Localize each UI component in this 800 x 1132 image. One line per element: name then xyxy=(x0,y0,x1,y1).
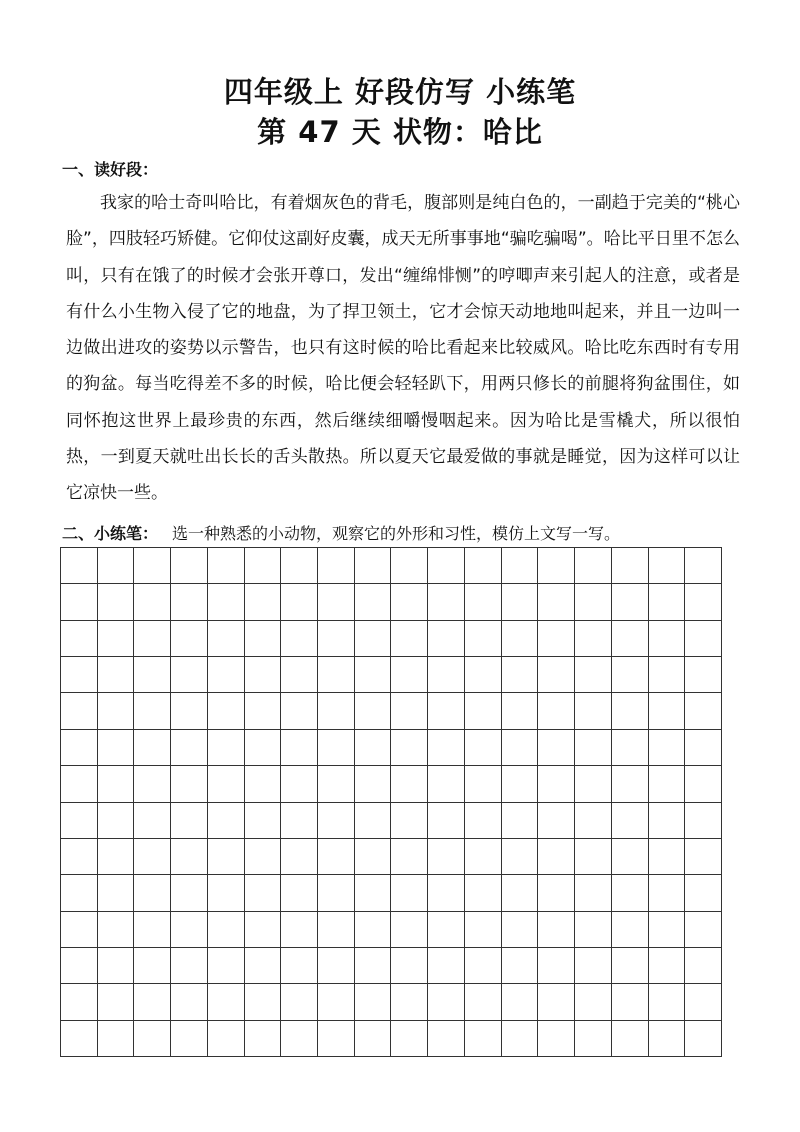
grid-cell[interactable] xyxy=(61,621,98,657)
grid-cell[interactable] xyxy=(134,839,171,875)
grid-cell[interactable] xyxy=(612,584,649,620)
grid-cell[interactable] xyxy=(575,803,612,839)
grid-cell[interactable] xyxy=(428,912,465,948)
grid-cell[interactable] xyxy=(428,803,465,839)
grid-cell[interactable] xyxy=(612,839,649,875)
grid-cell[interactable] xyxy=(575,693,612,729)
grid-cell[interactable] xyxy=(428,1021,465,1057)
grid-cell[interactable] xyxy=(318,657,355,693)
grid-cell[interactable] xyxy=(171,730,208,766)
grid-cell[interactable] xyxy=(502,657,539,693)
grid-cell[interactable] xyxy=(61,875,98,911)
grid-cell[interactable] xyxy=(612,693,649,729)
grid-cell[interactable] xyxy=(245,912,282,948)
grid-cell[interactable] xyxy=(685,657,722,693)
grid-cell[interactable] xyxy=(465,657,502,693)
grid-cell[interactable] xyxy=(98,839,135,875)
grid-cell[interactable] xyxy=(61,730,98,766)
grid-cell[interactable] xyxy=(649,621,686,657)
grid-cell[interactable] xyxy=(245,875,282,911)
grid-cell[interactable] xyxy=(649,657,686,693)
grid-cell[interactable] xyxy=(612,803,649,839)
grid-cell[interactable] xyxy=(502,548,539,584)
grid-cell[interactable] xyxy=(465,730,502,766)
grid-cell[interactable] xyxy=(465,839,502,875)
grid-cell[interactable] xyxy=(171,548,208,584)
grid-cell[interactable] xyxy=(465,548,502,584)
grid-cell[interactable] xyxy=(502,693,539,729)
grid-cell[interactable] xyxy=(391,984,428,1020)
grid-cell[interactable] xyxy=(208,912,245,948)
grid-cell[interactable] xyxy=(685,948,722,984)
grid-cell[interactable] xyxy=(612,875,649,911)
grid-cell[interactable] xyxy=(134,766,171,802)
grid-cell[interactable] xyxy=(538,657,575,693)
grid-cell[interactable] xyxy=(171,766,208,802)
grid-cell[interactable] xyxy=(98,584,135,620)
page-title: 四年级上 好段仿写 小练笔 xyxy=(223,75,577,109)
grid-cell[interactable] xyxy=(208,948,245,984)
grid-cell[interactable] xyxy=(428,766,465,802)
grid-cell[interactable] xyxy=(281,584,318,620)
grid-cell[interactable] xyxy=(245,1021,282,1057)
grid-cell[interactable] xyxy=(355,912,392,948)
grid-cell[interactable] xyxy=(98,766,135,802)
grid-cell[interactable] xyxy=(281,548,318,584)
grid-cell[interactable] xyxy=(538,912,575,948)
grid-cell[interactable] xyxy=(649,730,686,766)
grid-cell[interactable] xyxy=(171,984,208,1020)
grid-cell[interactable] xyxy=(208,875,245,911)
grid-cell[interactable] xyxy=(685,621,722,657)
grid-cell[interactable] xyxy=(685,984,722,1020)
grid-cell[interactable] xyxy=(355,984,392,1020)
grid-cell[interactable] xyxy=(171,875,208,911)
grid-cell[interactable] xyxy=(685,730,722,766)
grid-cell[interactable] xyxy=(502,948,539,984)
grid-cell[interactable] xyxy=(281,730,318,766)
grid-cell[interactable] xyxy=(318,803,355,839)
grid-cell[interactable] xyxy=(98,1021,135,1057)
grid-cell[interactable] xyxy=(61,693,98,729)
grid-cell[interactable] xyxy=(428,584,465,620)
writing-prompt: 选一种熟悉的小动物，观察它的外形和习性，模仿上文写一写。 xyxy=(172,524,621,543)
grid-cell[interactable] xyxy=(318,948,355,984)
grid-cell[interactable] xyxy=(134,693,171,729)
grid-cell[interactable] xyxy=(98,912,135,948)
grid-cell[interactable] xyxy=(465,621,502,657)
grid-cell[interactable] xyxy=(465,693,502,729)
grid-cell[interactable] xyxy=(391,839,428,875)
grid-cell[interactable] xyxy=(538,584,575,620)
grid-cell[interactable] xyxy=(245,948,282,984)
grid-cell[interactable] xyxy=(245,621,282,657)
grid-cell[interactable] xyxy=(98,657,135,693)
section-read-heading: 一、读好段： xyxy=(62,160,159,179)
grid-cell[interactable] xyxy=(612,548,649,584)
grid-cell[interactable] xyxy=(575,912,612,948)
grid-cell[interactable] xyxy=(649,912,686,948)
grid-cell[interactable] xyxy=(318,984,355,1020)
grid-cell[interactable] xyxy=(612,766,649,802)
grid-cell[interactable] xyxy=(649,875,686,911)
grid-cell[interactable] xyxy=(391,875,428,911)
grid-cell[interactable] xyxy=(281,693,318,729)
grid-cell[interactable] xyxy=(538,548,575,584)
grid-cell[interactable] xyxy=(465,584,502,620)
grid-cell[interactable] xyxy=(649,548,686,584)
grid-cell[interactable] xyxy=(465,1021,502,1057)
grid-cell[interactable] xyxy=(502,730,539,766)
grid-cell[interactable] xyxy=(538,1021,575,1057)
grid-cell[interactable] xyxy=(98,621,135,657)
grid-cell[interactable] xyxy=(538,621,575,657)
grid-cell[interactable] xyxy=(171,693,208,729)
grid-cell[interactable] xyxy=(134,984,171,1020)
writing-grid[interactable] xyxy=(60,547,722,1057)
grid-cell[interactable] xyxy=(134,657,171,693)
grid-cell[interactable] xyxy=(208,766,245,802)
grid-cell[interactable] xyxy=(502,584,539,620)
page-subtitle: 第 47 天 状物：哈比 xyxy=(257,115,543,149)
grid-cell[interactable] xyxy=(318,548,355,584)
grid-cell[interactable] xyxy=(355,693,392,729)
grid-cell[interactable] xyxy=(391,693,428,729)
grid-cell[interactable] xyxy=(391,621,428,657)
grid-cell[interactable] xyxy=(649,839,686,875)
grid-cell[interactable] xyxy=(612,730,649,766)
grid-cell[interactable] xyxy=(281,621,318,657)
grid-cell[interactable] xyxy=(355,839,392,875)
grid-cell[interactable] xyxy=(281,875,318,911)
grid-cell[interactable] xyxy=(538,839,575,875)
grid-cell[interactable] xyxy=(208,1021,245,1057)
grid-cell[interactable] xyxy=(208,548,245,584)
grid-cell[interactable] xyxy=(245,730,282,766)
grid-cell[interactable] xyxy=(575,948,612,984)
grid-cell[interactable] xyxy=(281,948,318,984)
grid-cell[interactable] xyxy=(245,984,282,1020)
grid-cell[interactable] xyxy=(649,803,686,839)
grid-cell[interactable] xyxy=(428,875,465,911)
grid-cell[interactable] xyxy=(538,875,575,911)
grid-cell[interactable] xyxy=(281,912,318,948)
grid-cell[interactable] xyxy=(685,803,722,839)
reading-passage xyxy=(66,185,740,512)
grid-cell[interactable] xyxy=(355,803,392,839)
grid-cell[interactable] xyxy=(98,984,135,1020)
grid-cell[interactable] xyxy=(281,803,318,839)
grid-cell[interactable] xyxy=(171,803,208,839)
grid-cell[interactable] xyxy=(134,875,171,911)
grid-cell[interactable] xyxy=(61,657,98,693)
grid-cell[interactable] xyxy=(612,621,649,657)
grid-cell[interactable] xyxy=(245,584,282,620)
grid-cell[interactable] xyxy=(391,730,428,766)
grid-cell[interactable] xyxy=(391,948,428,984)
grid-cell[interactable] xyxy=(391,584,428,620)
grid-cell[interactable] xyxy=(465,984,502,1020)
grid-cell[interactable] xyxy=(61,803,98,839)
grid-cell[interactable] xyxy=(649,1021,686,1057)
grid-cell[interactable] xyxy=(281,839,318,875)
grid-cell[interactable] xyxy=(318,766,355,802)
grid-cell[interactable] xyxy=(612,948,649,984)
grid-cell[interactable] xyxy=(208,839,245,875)
grid-cell[interactable] xyxy=(391,657,428,693)
grid-cell[interactable] xyxy=(134,803,171,839)
grid-cell[interactable] xyxy=(391,1021,428,1057)
grid-cell[interactable] xyxy=(281,766,318,802)
grid-cell[interactable] xyxy=(575,584,612,620)
grid-cell[interactable] xyxy=(134,621,171,657)
grid-cell[interactable] xyxy=(318,875,355,911)
grid-cell[interactable] xyxy=(538,730,575,766)
grid-cell[interactable] xyxy=(649,766,686,802)
grid-cell[interactable] xyxy=(465,875,502,911)
grid-cell[interactable] xyxy=(391,912,428,948)
grid-cell[interactable] xyxy=(134,548,171,584)
grid-cell[interactable] xyxy=(245,657,282,693)
grid-cell[interactable] xyxy=(649,584,686,620)
grid-cell[interactable] xyxy=(575,839,612,875)
grid-cell[interactable] xyxy=(61,912,98,948)
grid-cell[interactable] xyxy=(538,693,575,729)
grid-cell[interactable] xyxy=(685,839,722,875)
grid-cell[interactable] xyxy=(502,766,539,802)
grid-cell[interactable] xyxy=(428,839,465,875)
grid-cell[interactable] xyxy=(281,1021,318,1057)
grid-cell[interactable] xyxy=(612,912,649,948)
grid-cell[interactable] xyxy=(502,803,539,839)
grid-cell[interactable] xyxy=(538,766,575,802)
grid-cell[interactable] xyxy=(538,984,575,1020)
grid-cell[interactable] xyxy=(612,984,649,1020)
grid-cell[interactable] xyxy=(208,730,245,766)
grid-cell[interactable] xyxy=(428,657,465,693)
grid-cell[interactable] xyxy=(502,1021,539,1057)
grid-cell[interactable] xyxy=(98,875,135,911)
grid-cell[interactable] xyxy=(61,839,98,875)
grid-cell[interactable] xyxy=(391,548,428,584)
grid-cell[interactable] xyxy=(465,803,502,839)
grid-cell[interactable] xyxy=(465,912,502,948)
grid-cell[interactable] xyxy=(318,839,355,875)
grid-cell[interactable] xyxy=(171,948,208,984)
grid-cell[interactable] xyxy=(281,984,318,1020)
grid-cell[interactable] xyxy=(575,875,612,911)
grid-cell[interactable] xyxy=(428,693,465,729)
grid-cell[interactable] xyxy=(685,875,722,911)
grid-cell[interactable] xyxy=(502,839,539,875)
grid-cell[interactable] xyxy=(134,730,171,766)
grid-cell[interactable] xyxy=(208,803,245,839)
grid-cell[interactable] xyxy=(355,766,392,802)
grid-cell[interactable] xyxy=(208,657,245,693)
grid-cell[interactable] xyxy=(685,766,722,802)
grid-cell[interactable] xyxy=(428,730,465,766)
grid-cell[interactable] xyxy=(61,584,98,620)
grid-cell[interactable] xyxy=(171,912,208,948)
grid-cell[interactable] xyxy=(61,948,98,984)
grid-cell[interactable] xyxy=(685,1021,722,1057)
grid-cell[interactable] xyxy=(171,584,208,620)
grid-cell[interactable] xyxy=(575,1021,612,1057)
grid-cell[interactable] xyxy=(61,1021,98,1057)
grid-cell[interactable] xyxy=(502,875,539,911)
grid-cell[interactable] xyxy=(98,548,135,584)
grid-cell[interactable] xyxy=(538,948,575,984)
grid-cell[interactable] xyxy=(281,657,318,693)
grid-cell[interactable] xyxy=(355,548,392,584)
grid-cell[interactable] xyxy=(538,803,575,839)
grid-cell[interactable] xyxy=(318,912,355,948)
section-write xyxy=(62,523,620,545)
grid-cell[interactable] xyxy=(318,693,355,729)
grid-cell[interactable] xyxy=(575,621,612,657)
grid-cell[interactable] xyxy=(465,766,502,802)
grid-cell[interactable] xyxy=(318,584,355,620)
grid-cell[interactable] xyxy=(355,657,392,693)
grid-cell[interactable] xyxy=(134,948,171,984)
grid-cell[interactable] xyxy=(428,984,465,1020)
grid-cell[interactable] xyxy=(428,621,465,657)
grid-cell[interactable] xyxy=(502,912,539,948)
grid-cell[interactable] xyxy=(208,584,245,620)
grid-cell[interactable] xyxy=(649,948,686,984)
grid-cell[interactable] xyxy=(649,693,686,729)
grid-cell[interactable] xyxy=(685,693,722,729)
grid-cell[interactable] xyxy=(318,1021,355,1057)
grid-cell[interactable] xyxy=(208,693,245,729)
grid-cell[interactable] xyxy=(391,766,428,802)
grid-cell[interactable] xyxy=(612,657,649,693)
grid-cell[interactable] xyxy=(391,803,428,839)
grid-cell[interactable] xyxy=(465,948,502,984)
grid-cell[interactable] xyxy=(61,766,98,802)
grid-cell[interactable] xyxy=(428,948,465,984)
section-write-heading: 二、小练笔： xyxy=(62,524,159,543)
grid-cell[interactable] xyxy=(245,693,282,729)
grid-cell[interactable] xyxy=(98,730,135,766)
grid-cell[interactable] xyxy=(355,875,392,911)
grid-cell[interactable] xyxy=(171,657,208,693)
grid-cell[interactable] xyxy=(355,1021,392,1057)
grid-cell[interactable] xyxy=(245,803,282,839)
grid-cell[interactable] xyxy=(208,984,245,1020)
grid-cell[interactable] xyxy=(171,621,208,657)
grid-cell[interactable] xyxy=(575,984,612,1020)
grid-cell[interactable] xyxy=(98,803,135,839)
grid-cell[interactable] xyxy=(575,766,612,802)
grid-cell[interactable] xyxy=(245,839,282,875)
grid-cell[interactable] xyxy=(98,948,135,984)
grid-cell[interactable] xyxy=(318,730,355,766)
grid-cell[interactable] xyxy=(134,912,171,948)
grid-cell[interactable] xyxy=(612,1021,649,1057)
grid-cell[interactable] xyxy=(355,948,392,984)
grid-cell[interactable] xyxy=(502,621,539,657)
grid-cell[interactable] xyxy=(318,621,355,657)
grid-cell[interactable] xyxy=(61,548,98,584)
grid-cell[interactable] xyxy=(502,984,539,1020)
grid-cell[interactable] xyxy=(245,548,282,584)
reading-passage-text: 我家的哈士奇叫哈比，有着烟灰色的背毛，腹部则是纯白色的，一副趋于完美的“桃心脸”，四肢轻巧矫健。它仰仗这副好皮囊，成天无所事事地“骗吃骗喝”。哈比平日里不怎么叫，只有在饿了的时候才会张开尊口，发出“缠绵悱恻”的哼唧声来引起人的注意，或者是有什么小生物入侵了它的地盘，为了捍卫领土，它才会惊天动地地叫起来，并且一边叫一边做出进攻的姿势以示警告，也只有这时候的哈比看起来比较威风。哈比吃东西时有专用的狗盆。每当吃得差不多的时候，哈比便会轻轻趴下，用两只修长的前腿将狗盆围住，如同怀抱这世界上最珍贵的东西，然后继续细嚼慢咽起来。因为哈比是雪橇犬，所以很怕热，一到夏天就吐出长长的舌头散热。所以夏天它最爱做的事就是睡觉，因为这样可以让它凉快一些。 xyxy=(66,193,740,504)
grid-cell[interactable] xyxy=(61,984,98,1020)
grid-cell[interactable] xyxy=(575,548,612,584)
grid-cell[interactable] xyxy=(355,621,392,657)
grid-cell[interactable] xyxy=(208,621,245,657)
grid-cell[interactable] xyxy=(685,584,722,620)
grid-cell[interactable] xyxy=(649,984,686,1020)
grid-cell[interactable] xyxy=(171,1021,208,1057)
grid-cell[interactable] xyxy=(575,730,612,766)
grid-cell[interactable] xyxy=(171,839,208,875)
grid-cell[interactable] xyxy=(98,693,135,729)
grid-cell[interactable] xyxy=(245,766,282,802)
grid-cell[interactable] xyxy=(428,548,465,584)
grid-cell[interactable] xyxy=(575,657,612,693)
grid-cell[interactable] xyxy=(355,730,392,766)
grid-cell[interactable] xyxy=(355,584,392,620)
grid-cell[interactable] xyxy=(685,548,722,584)
grid-cell[interactable] xyxy=(134,584,171,620)
grid-cell[interactable] xyxy=(685,912,722,948)
grid-cell[interactable] xyxy=(134,1021,171,1057)
